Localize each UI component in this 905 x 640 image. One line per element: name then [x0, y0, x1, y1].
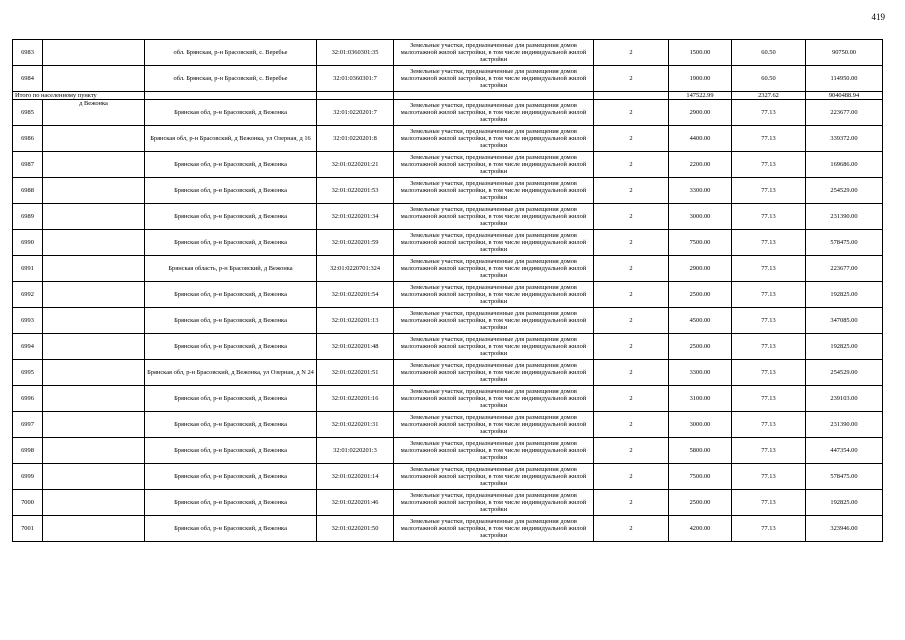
table-row — [13, 152, 883, 178]
table-row — [13, 100, 883, 126]
rate-cell: 77.13 — [732, 282, 806, 308]
rate-cell: 60.50 — [732, 66, 806, 92]
row-number-cell: 6993 — [13, 308, 43, 334]
land-use-cell: Земельные участки, предназначенные для размещения домов малоэтажной жилой застройки, в том числе индивидуальной жилой застройки — [394, 282, 594, 308]
cadastral-value-cell: 447354.00 — [806, 438, 883, 464]
cadastral-number-cell: 32:01:0360301:35 — [317, 40, 394, 66]
row-number-cell: 6998 — [13, 438, 43, 464]
row-number-cell: 6995 — [13, 360, 43, 386]
cadastral-number-cell: 32:01:0220201:53 — [317, 178, 394, 204]
table-row — [13, 516, 883, 542]
cadastral-value-cell: 231390.00 — [806, 204, 883, 230]
cadastral-value-cell: 254529.00 — [806, 178, 883, 204]
table-row — [13, 438, 883, 464]
row-number-cell: 7000 — [13, 490, 43, 516]
cadastral-number-cell: 32:01:0220201:46 — [317, 490, 394, 516]
cadastral-number-cell: 32:01:0220201:51 — [317, 360, 394, 386]
cadastral-number-cell: 32:01:0220201:48 — [317, 334, 394, 360]
page-number: 419 — [871, 12, 885, 22]
settlement-cell — [43, 464, 145, 490]
cadastral-number-cell: 32:01:0220201:34 — [317, 204, 394, 230]
area-cell: 5800.00 — [669, 438, 732, 464]
group-cell: 2 — [594, 412, 669, 438]
row-number-cell: 6984 — [13, 66, 43, 92]
cadastral-value-cell: 339372.00 — [806, 126, 883, 152]
area-cell: 2900.00 — [669, 100, 732, 126]
land-use-cell: Земельные участки, предназначенные для размещения домов малоэтажной жилой застройки, в том числе индивидуальной жилой застройки — [394, 230, 594, 256]
address-cell: обл. Брянская, р-н Брасовский, с. Веребье — [145, 40, 317, 66]
area-cell: 2500.00 — [669, 490, 732, 516]
land-use-cell: Земельные участки, предназначенные для размещения домов малоэтажной жилой застройки, в том числе индивидуальной жилой застройки — [394, 152, 594, 178]
area-cell: 1900.00 — [669, 66, 732, 92]
cadastral-number-cell: 32:01:0220201:31 — [317, 412, 394, 438]
row-number-cell: 6997 — [13, 412, 43, 438]
address-cell: Брянская обл, р-н Брасовский, д Вежонка, ул Озерная, д N 24 — [145, 360, 317, 386]
total-empty-cell — [394, 92, 594, 100]
settlement-cell — [43, 412, 145, 438]
cadastral-value-cell: 347085.00 — [806, 308, 883, 334]
land-use-cell: Земельные участки, предназначенные для размещения домов малоэтажной жилой застройки, в том числе индивидуальной жилой застройки — [394, 464, 594, 490]
group-cell: 2 — [594, 178, 669, 204]
settlement-cell — [43, 516, 145, 542]
cadastral-number-cell: 32:01:0220701:324 — [317, 256, 394, 282]
settlement-cell — [43, 386, 145, 412]
cadastral-number-cell: 32:01:0220201:21 — [317, 152, 394, 178]
area-cell: 4400.00 — [669, 126, 732, 152]
land-use-cell: Земельные участки, предназначенные для размещения домов малоэтажной жилой застройки, в том числе индивидуальной жилой застройки — [394, 100, 594, 126]
settlement-cell — [43, 256, 145, 282]
settlement-cell — [43, 152, 145, 178]
cadastral-number-cell: 32:01:0220201:7 — [317, 100, 394, 126]
area-cell: 3000.00 — [669, 204, 732, 230]
row-number-cell: 6991 — [13, 256, 43, 282]
table-row — [13, 464, 883, 490]
cadastral-value-cell: 114950.00 — [806, 66, 883, 92]
group-cell: 2 — [594, 126, 669, 152]
cadastral-number-cell: 32:01:0220201:54 — [317, 282, 394, 308]
row-number-cell: 6994 — [13, 334, 43, 360]
settlement-cell — [43, 360, 145, 386]
land-use-cell: Земельные участки, предназначенные для размещения домов малоэтажной жилой застройки, в том числе индивидуальной жилой застройки — [394, 308, 594, 334]
rate-cell: 77.13 — [732, 126, 806, 152]
table-row — [13, 40, 883, 66]
address-cell: Брянская обл, р-н Брасовский, д Вежонка — [145, 386, 317, 412]
table-body — [13, 40, 883, 542]
table-row — [13, 256, 883, 282]
land-use-cell: Земельные участки, предназначенные для размещения домов малоэтажной жилой застройки, в том числе индивидуальной жилой застройки — [394, 516, 594, 542]
group-cell: 2 — [594, 66, 669, 92]
cadastral-number-cell: 32:01:0220201:16 — [317, 386, 394, 412]
cadastral-value-cell: 254529.00 — [806, 360, 883, 386]
cadastral-value-cell: 90750.00 — [806, 40, 883, 66]
rate-cell: 60.50 — [732, 40, 806, 66]
land-use-cell: Земельные участки, предназначенные для размещения домов малоэтажной жилой застройки, в том числе индивидуальной жилой застройки — [394, 40, 594, 66]
table-row — [13, 282, 883, 308]
rate-cell: 77.13 — [732, 464, 806, 490]
cadastral-value-cell: 223677.00 — [806, 100, 883, 126]
cadastral-value-cell: 231390.00 — [806, 412, 883, 438]
address-cell: Брянская обл, р-н Брасовский, д Вежонка — [145, 438, 317, 464]
rate-cell: 77.13 — [732, 334, 806, 360]
land-use-cell: Земельные участки, предназначенные для размещения домов малоэтажной жилой застройки, в том числе индивидуальной жилой застройки — [394, 204, 594, 230]
settlement-cell — [43, 438, 145, 464]
group-cell: 2 — [594, 40, 669, 66]
row-number-cell: 6989 — [13, 204, 43, 230]
table-row — [13, 126, 883, 152]
group-cell: 2 — [594, 386, 669, 412]
settlement-name: д Вежонка — [43, 100, 145, 126]
table-row — [13, 230, 883, 256]
address-cell: Брянская обл, р-н Брасовский, д Вежонка — [145, 152, 317, 178]
land-use-cell: Земельные участки, предназначенные для размещения домов малоэтажной жилой застройки, в том числе индивидуальной жилой застройки — [394, 178, 594, 204]
row-number-cell: 7001 — [13, 516, 43, 542]
area-cell: 2500.00 — [669, 334, 732, 360]
table-row — [13, 204, 883, 230]
group-cell: 2 — [594, 464, 669, 490]
address-cell: Брянская обл, р-н Брасовский, д Вежонка — [145, 100, 317, 126]
row-number-cell: 6988 — [13, 178, 43, 204]
table-row — [13, 308, 883, 334]
area-cell: 4200.00 — [669, 516, 732, 542]
cadastral-number-cell: 32:01:0220201:59 — [317, 230, 394, 256]
total-rate: 2327.62 — [732, 92, 806, 100]
land-use-cell: Земельные участки, предназначенные для размещения домов малоэтажной жилой застройки, в том числе индивидуальной жилой застройки — [394, 256, 594, 282]
address-cell: Брянская обл, р-н Брасовский, д Вежонка — [145, 334, 317, 360]
cadastral-value-cell: 169686.00 — [806, 152, 883, 178]
group-cell: 2 — [594, 204, 669, 230]
cadastral-value-cell: 239103.00 — [806, 386, 883, 412]
settlement-cell — [43, 66, 145, 92]
row-number-cell: 6990 — [13, 230, 43, 256]
address-cell: Брянская обл, р-н Брасовский, д Вежонка — [145, 308, 317, 334]
settlement-cell — [43, 308, 145, 334]
table-row — [13, 490, 883, 516]
area-cell: 1500.00 — [669, 40, 732, 66]
address-cell: Брянская обл, р-н Брасовский, д Вежонка, ул Озерная, д 16 — [145, 126, 317, 152]
area-cell: 2500.00 — [669, 282, 732, 308]
table-row — [13, 360, 883, 386]
land-use-cell: Земельные участки, предназначенные для размещения домов малоэтажной жилой застройки, в том числе индивидуальной жилой застройки — [394, 438, 594, 464]
area-cell: 3000.00 — [669, 412, 732, 438]
rate-cell: 77.13 — [732, 152, 806, 178]
rate-cell: 77.13 — [732, 490, 806, 516]
cadastral-value-cell: 578475.00 — [806, 230, 883, 256]
settlement-cell — [43, 126, 145, 152]
area-cell: 2900.00 — [669, 256, 732, 282]
address-cell: Брянская обл, р-н Брасовский, д Вежонка — [145, 204, 317, 230]
group-cell: 2 — [594, 152, 669, 178]
table-row — [13, 412, 883, 438]
land-use-cell: Земельные участки, предназначенные для размещения домов малоэтажной жилой застройки, в том числе индивидуальной жилой застройки — [394, 66, 594, 92]
settlement-cell — [43, 230, 145, 256]
address-cell: Брянская область, р-н Брасовский, д Вежонка — [145, 256, 317, 282]
group-cell: 2 — [594, 282, 669, 308]
total-label: Итого по населенному пункту — [13, 92, 145, 100]
rate-cell: 77.13 — [732, 256, 806, 282]
cadastral-number-cell: 32:01:0220201:3 — [317, 438, 394, 464]
address-cell: Брянская обл, р-н Брасовский, д Вежонка — [145, 178, 317, 204]
total-row — [13, 92, 883, 100]
group-cell: 2 — [594, 438, 669, 464]
rate-cell: 77.13 — [732, 204, 806, 230]
group-cell: 2 — [594, 360, 669, 386]
area-cell: 7500.00 — [669, 230, 732, 256]
area-cell: 3100.00 — [669, 386, 732, 412]
total-empty-cell — [594, 92, 669, 100]
group-cell: 2 — [594, 230, 669, 256]
land-registry-table — [12, 39, 883, 542]
cadastral-value-cell: 578475.00 — [806, 464, 883, 490]
cadastral-number-cell: 32:01:0220201:14 — [317, 464, 394, 490]
rate-cell: 77.13 — [732, 230, 806, 256]
cadastral-value-cell: 192825.00 — [806, 334, 883, 360]
table-row — [13, 178, 883, 204]
rate-cell: 77.13 — [732, 178, 806, 204]
settlement-cell — [43, 490, 145, 516]
area-cell: 4500.00 — [669, 308, 732, 334]
address-cell: Брянская обл, р-н Брасовский, д Вежонка — [145, 412, 317, 438]
address-cell: Брянская обл, р-н Брасовский, д Вежонка — [145, 230, 317, 256]
rate-cell: 77.13 — [732, 438, 806, 464]
address-cell: обл. Брянская, р-н Брасовский, с. Веребье — [145, 66, 317, 92]
address-cell: Брянская обл, р-н Брасовский, д Вежонка — [145, 490, 317, 516]
cadastral-number-cell: 32:01:0220201:13 — [317, 308, 394, 334]
group-cell: 2 — [594, 334, 669, 360]
land-use-cell: Земельные участки, предназначенные для размещения домов малоэтажной жилой застройки, в том числе индивидуальной жилой застройки — [394, 334, 594, 360]
row-number-cell: 6987 — [13, 152, 43, 178]
rate-cell: 77.13 — [732, 412, 806, 438]
group-cell: 2 — [594, 100, 669, 126]
area-cell: 7500.00 — [669, 464, 732, 490]
total-empty-cell — [145, 92, 317, 100]
table-row — [13, 66, 883, 92]
land-use-cell: Земельные участки, предназначенные для размещения домов малоэтажной жилой застройки, в том числе индивидуальной жилой застройки — [394, 386, 594, 412]
address-cell: Брянская обл, р-н Брасовский, д Вежонка — [145, 516, 317, 542]
rate-cell: 77.13 — [732, 308, 806, 334]
settlement-cell — [43, 282, 145, 308]
row-number-cell: 6985 — [13, 100, 43, 126]
total-value: 9040488.94 — [806, 92, 883, 100]
cadastral-value-cell: 323946.00 — [806, 516, 883, 542]
row-number-cell: 6983 — [13, 40, 43, 66]
address-cell: Брянская обл, р-н Брасовский, д Вежонка — [145, 282, 317, 308]
group-cell: 2 — [594, 256, 669, 282]
cadastral-number-cell: 32:01:0220201:8 — [317, 126, 394, 152]
row-number-cell: 6996 — [13, 386, 43, 412]
land-use-cell: Земельные участки, предназначенные для размещения домов малоэтажной жилой застройки, в том числе индивидуальной жилой застройки — [394, 360, 594, 386]
row-number-cell: 6999 — [13, 464, 43, 490]
row-number-cell: 6986 — [13, 126, 43, 152]
total-empty-cell — [317, 92, 394, 100]
land-use-cell: Земельные участки, предназначенные для размещения домов малоэтажной жилой застройки, в том числе индивидуальной жилой застройки — [394, 490, 594, 516]
total-area: 147522.99 — [669, 92, 732, 100]
cadastral-value-cell: 223677.00 — [806, 256, 883, 282]
cadastral-value-cell: 192825.00 — [806, 490, 883, 516]
area-cell: 2200.00 — [669, 152, 732, 178]
cadastral-number-cell: 32:01:0360301:7 — [317, 66, 394, 92]
settlement-cell — [43, 40, 145, 66]
settlement-cell — [43, 204, 145, 230]
rate-cell: 77.13 — [732, 100, 806, 126]
land-use-cell: Земельные участки, предназначенные для размещения домов малоэтажной жилой застройки, в том числе индивидуальной жилой застройки — [394, 412, 594, 438]
rate-cell: 77.13 — [732, 360, 806, 386]
area-cell: 3300.00 — [669, 360, 732, 386]
group-cell: 2 — [594, 490, 669, 516]
table-row — [13, 386, 883, 412]
cadastral-number-cell: 32:01:0220201:50 — [317, 516, 394, 542]
rate-cell: 77.13 — [732, 516, 806, 542]
land-use-cell: Земельные участки, предназначенные для размещения домов малоэтажной жилой застройки, в том числе индивидуальной жилой застройки — [394, 126, 594, 152]
settlement-cell — [43, 334, 145, 360]
row-number-cell: 6992 — [13, 282, 43, 308]
table-row — [13, 334, 883, 360]
settlement-cell — [43, 178, 145, 204]
group-cell: 2 — [594, 516, 669, 542]
area-cell: 3300.00 — [669, 178, 732, 204]
group-cell: 2 — [594, 308, 669, 334]
cadastral-value-cell: 192825.00 — [806, 282, 883, 308]
rate-cell: 77.13 — [732, 386, 806, 412]
address-cell: Брянская обл, р-н Брасовский, д Вежонка — [145, 464, 317, 490]
